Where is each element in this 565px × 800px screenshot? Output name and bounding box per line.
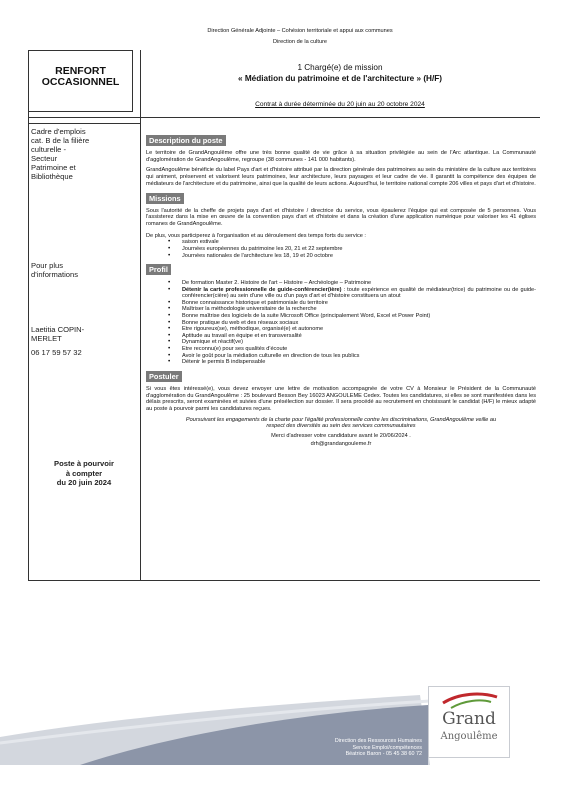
header-directorate: Direction Générale Adjointe – Cohésion territoriale et appui aux communes <box>207 28 393 34</box>
description-paragraph-1: Le territoire de GrandAngoulême offre une très bonne qualité de vie grâce à sa situation privilégiée au sein de l'Arc atlantique. La Communauté d'agglomération de GrandAngoulême, regroupe (38 communes - 141 000 habitants). <box>146 150 536 163</box>
list-item <box>182 287 536 300</box>
description-paragraph-2: GrandAngoulême bénéficie du label Pays d'art et d'histoire attribué par la direction générale des patrimoines au sein du ministère de la culture aux territoires qui animent, préservent et valorisent leurs patrimoines, leur architecture, leurs paysages et leur cadre de vie. Il garantit la compétence des équipes de médiateurs de l'architecture et du patrimoine, ainsi que la qualité de leurs actions. Aujourd'hui, le territoire national compte 206 villes et pays d'art et d'histoire. <box>146 167 536 187</box>
info-line: d'informations <box>31 270 79 279</box>
list-item: • Aptitude au travail en équipe et en transversalité <box>182 333 536 340</box>
badge-line-1: RENFORT <box>55 65 106 77</box>
footer-line: Béatrice Baron - 05 45 38 60 72 <box>345 751 422 758</box>
sidebar-cadre <box>31 127 136 181</box>
frame-top-line <box>28 117 540 118</box>
list-item: • Détenir le permis B indispensable <box>182 359 536 366</box>
job-title: « Médiation du patrimoine et de l'architecture » (H/F) <box>238 74 442 83</box>
occasional-badge <box>28 50 133 112</box>
info-line: Pour plus <box>31 261 64 270</box>
sidebar-contact-phone: 06 17 59 57 32 <box>31 348 82 357</box>
footer-line: Direction des Ressources Humaines <box>334 738 422 744</box>
profil-list <box>146 280 536 366</box>
list-item: • saison estivale <box>182 239 536 246</box>
missions-paragraph-2: De plus, vous participerez à l'organisation et au déroulement des temps forts du service : <box>146 232 366 239</box>
footer-hr-contact <box>230 738 422 758</box>
frame-bottom-line <box>28 580 540 581</box>
list-item: • Avoir le goût pour la médiation culturelle en direction de tous les publics <box>182 353 536 360</box>
logo-word-grand: Grand <box>442 709 496 729</box>
contact-line: Laetitia COPIN- <box>31 325 85 334</box>
postuler-paragraph: Si vous êtes intéressé(e), vous devez envoyer une lettre de motivation accompagnée de votre CV à Monsieur le Président de la Communauté d'agglomération du GrandAngoulême : 25 boulevard Besson Bey 16023 ANGOULEME Cedex. Toutes les candidatures, si elles se sont manifestées dans les délais prescrits, seront examinées et suivies d'une présélection sur dossier. Il sera procédé au recrutement en choisissant le candidat (H/F) le mieux adapté au poste à pourvoir parmi les candidatures reçues. <box>146 385 536 412</box>
logo-swoosh-green <box>451 700 491 708</box>
frame-divider-line <box>140 50 141 580</box>
grandangouleme-logo <box>428 686 510 758</box>
logo-swoosh-icon <box>429 689 509 711</box>
list-item: • Maîtriser la méthodologie universitaire de la recherche <box>182 306 536 313</box>
contract-duration: Contrat à durée déterminée du 20 juin au 20 octobre 2024 <box>255 101 425 108</box>
section-heading-missions: Missions <box>146 193 184 204</box>
list-item: • Dynamique et réactif(ve) <box>182 339 536 346</box>
sidebar-poste <box>28 459 140 488</box>
sidebar-more-info <box>31 261 136 279</box>
contact-line: MERLET <box>31 334 62 343</box>
footer-line: Service Emploi/compétences <box>352 744 422 751</box>
list-item: • Etre reconnu(e) pour ses qualités d'écoute <box>182 346 536 353</box>
cadre-line: Cadre d'emplois <box>31 127 86 136</box>
job-count: 1 Chargé(e) de mission <box>297 63 383 72</box>
cadre-line: Secteur <box>31 154 58 163</box>
application-deadline: Merci d'adresser votre candidature avant le 20/06/2024 . <box>271 433 411 440</box>
section-heading-postuler: Postuler <box>146 371 182 382</box>
poste-line: Poste à pourvoir <box>54 459 114 468</box>
cadre-line: Patrimoine et <box>31 163 76 172</box>
poste-line: à compter <box>65 468 103 478</box>
poste-line: du 20 juin 2024 <box>56 478 112 487</box>
logo-word-angouleme: Angoulême <box>440 731 498 742</box>
missions-list <box>146 239 536 259</box>
frame-sidebar-sep <box>28 123 140 124</box>
cadre-line: Bibliothèque <box>31 172 73 181</box>
profil-card-requirement: Détenir la carte professionnelle de guide-conférencier(ière) <box>182 286 342 293</box>
hr-email-link[interactable]: drh@grandangouleme.fr <box>310 440 372 447</box>
header-direction: Direction de la culture <box>272 39 328 45</box>
section-heading-description: Description du poste <box>146 135 226 146</box>
main-content <box>146 130 536 447</box>
list-item: • Bonne maîtrise des logiciels de la suite Microsoft Office (principalement Word, Excel et Power Point) <box>182 313 536 320</box>
equality-charter-note: Poursuivant les engagements de la charte pour l'égalité professionnelle contre les discriminations, GrandAngoulême veille au respect des diversités au sein des services communautaires <box>185 416 497 430</box>
cadre-line: cat. B de la filière <box>31 136 90 145</box>
list-item: • Etre rigoureux(se), méthodique, organisé(e) et autonome <box>182 326 536 333</box>
badge-line-2: OCCASIONNEL <box>41 76 120 88</box>
list-item: • Journées nationales de l'architecture les 18, 19 et 20 octobre <box>182 253 536 260</box>
list-item: • Bonne pratique du web et des réseaux sociaux <box>182 320 536 327</box>
cadre-line: culturelle - <box>31 145 67 154</box>
frame-left-line <box>28 110 29 580</box>
section-heading-profil: Profil <box>146 264 171 275</box>
missions-paragraph-1: Sous l'autorité de la cheffe de projets pays d'art et d'histoire / directrice du service, vous épaulerez l'équipe qui est composée de 5 personnes. Vous l'assisterez dans la mise en œuvre de la convention pays d'art et d'histoire et dans la création d'une application numérique pour valoriser les 41 églises romanes de GrandAngoulême. <box>146 207 536 227</box>
list-item: • De formation Master 2. Histoire de l'art – Histoire – Archéologie – Patrimoine <box>182 280 536 287</box>
list-item: • Bonne connaissance historique et patrimoniale du territoire <box>182 300 536 307</box>
profil-card-detail: : toute expérience en qualité de médiateur(trice) du patrimoine ou de guide-conférencier(cière) au sein d'une ville ou d'un pays d'art et d'histoire constituera un atout <box>182 286 537 300</box>
sidebar-contact-name <box>31 325 136 343</box>
list-item: • Journées européennes du patrimoine les 20, 21 et 22 septembre <box>182 246 536 253</box>
